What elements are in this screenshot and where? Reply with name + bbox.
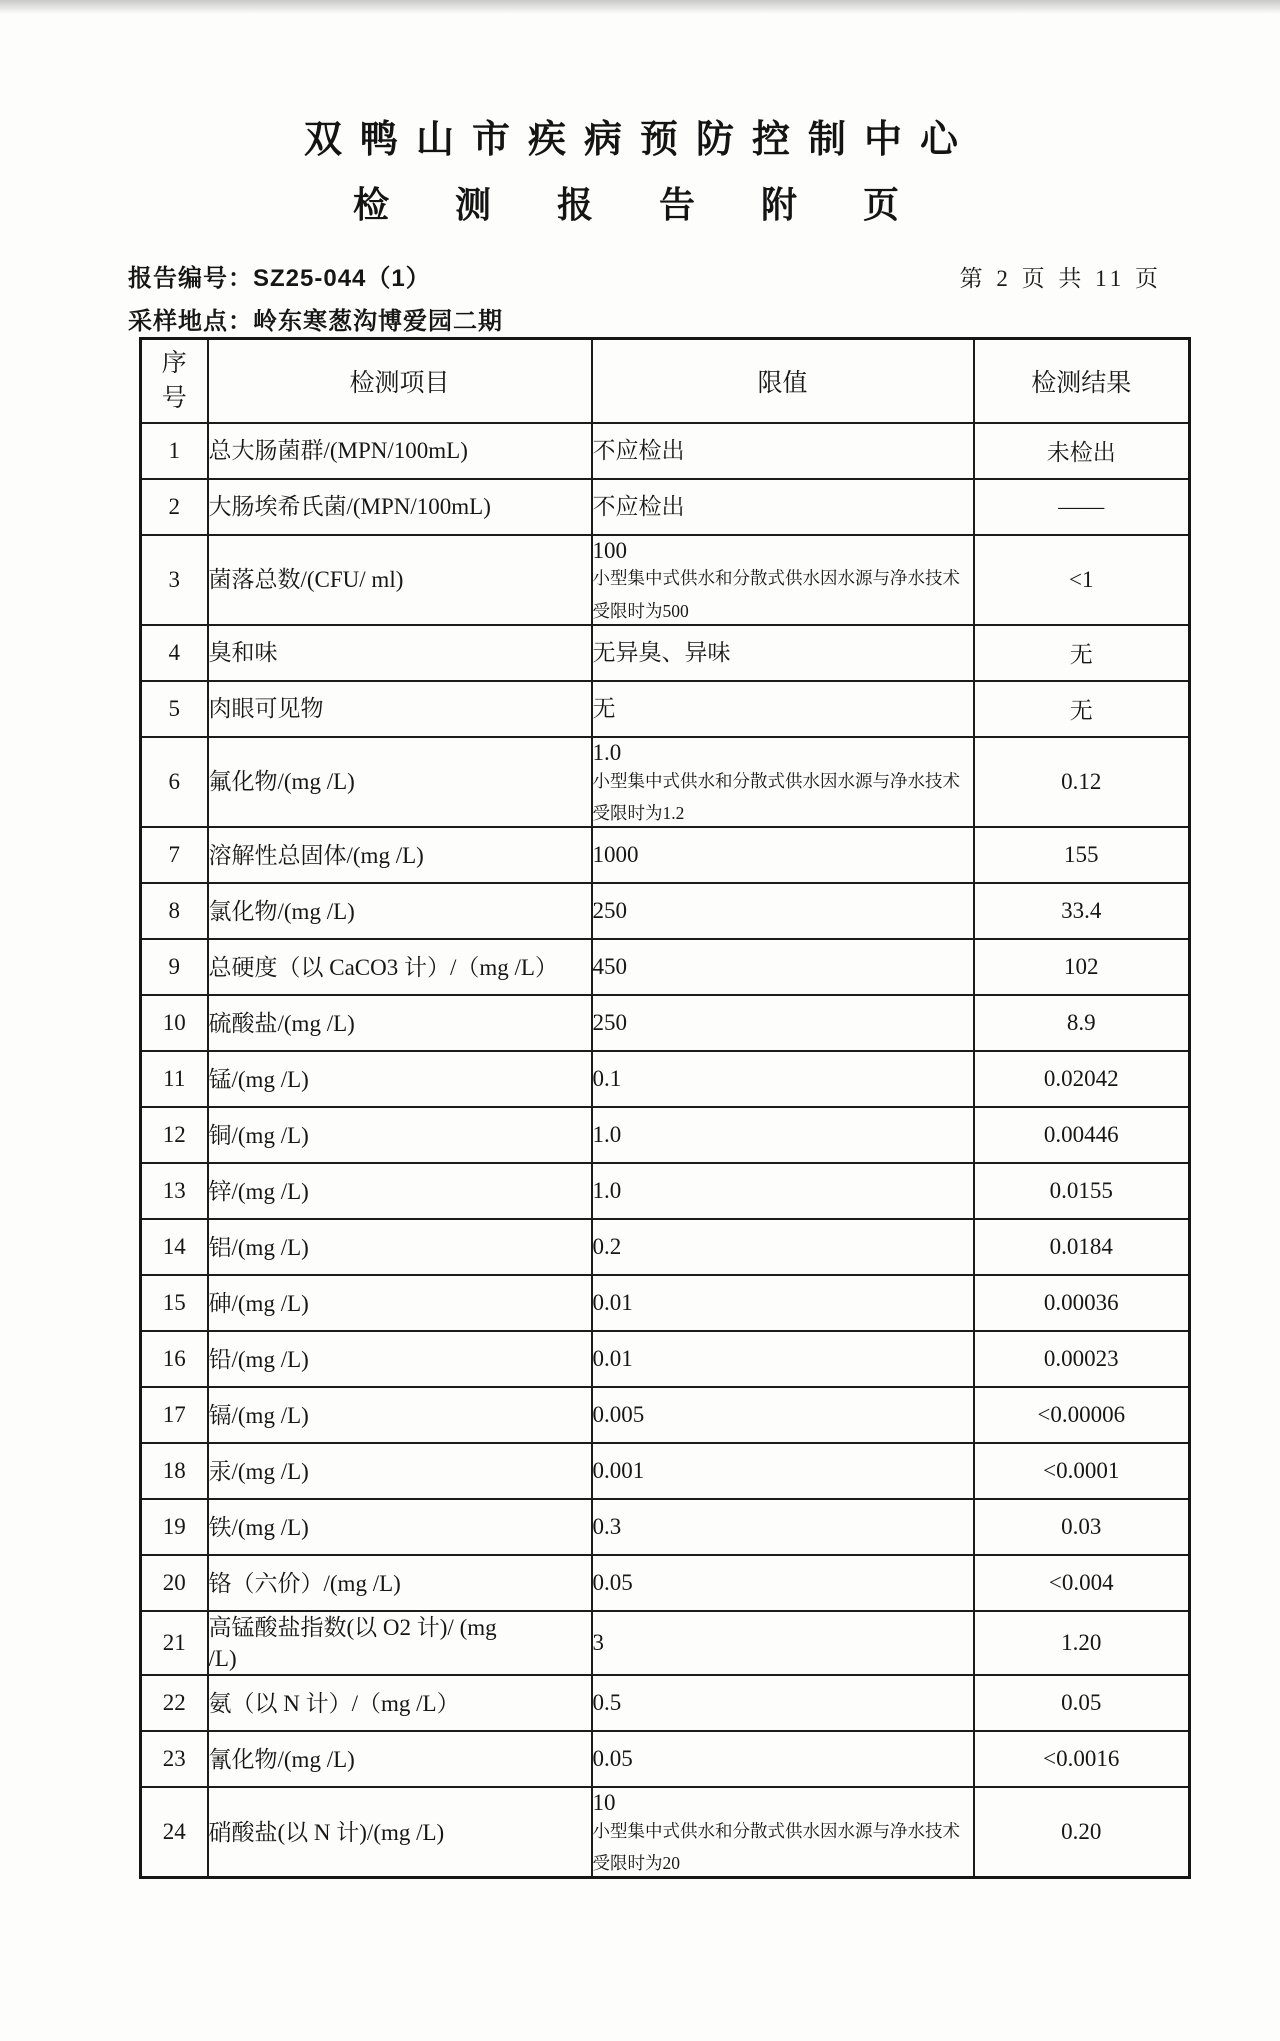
cell-test-item bbox=[208, 1275, 592, 1331]
cell-result bbox=[974, 423, 1190, 479]
result-value: 0.0184 bbox=[1049, 1234, 1113, 1260]
cell-result bbox=[974, 1219, 1190, 1275]
result-value: 0.02042 bbox=[1043, 1066, 1119, 1092]
report-number-line bbox=[128, 258, 431, 293]
cell-limit bbox=[592, 1163, 974, 1219]
cell-test-item bbox=[208, 827, 592, 883]
table-row bbox=[141, 1787, 1190, 1878]
row-number: 9 bbox=[168, 954, 180, 980]
table-row bbox=[141, 625, 1190, 681]
row-number: 18 bbox=[162, 1458, 186, 1484]
result-value: <1 bbox=[1069, 566, 1094, 592]
cell-limit bbox=[592, 995, 974, 1051]
cell-test-item bbox=[208, 625, 592, 681]
limit-value: 3 bbox=[592, 1630, 604, 1656]
test-item-name: 汞/(mg /L) bbox=[208, 1458, 309, 1484]
results-table-header bbox=[141, 339, 1190, 423]
test-item-name-line2: /L) bbox=[208, 1646, 237, 1672]
row-number: 12 bbox=[162, 1122, 186, 1148]
sampling-location-label: 采样地点： bbox=[128, 308, 253, 335]
row-number: 10 bbox=[162, 1010, 186, 1036]
cell-limit bbox=[592, 1555, 974, 1611]
limit-value: 无异臭、异味 bbox=[592, 639, 731, 665]
limit-note-line2: 受限时为500 bbox=[592, 600, 689, 621]
cell-row-number bbox=[141, 995, 208, 1051]
cell-limit bbox=[592, 423, 974, 479]
cell-row-number bbox=[141, 1387, 208, 1443]
cell-test-item bbox=[208, 1219, 592, 1275]
column-header-item: 检测项目 bbox=[208, 339, 592, 423]
table-row bbox=[141, 737, 1190, 827]
cell-row-number bbox=[141, 883, 208, 939]
cell-row-number bbox=[141, 1499, 208, 1555]
limit-value: 1.0 bbox=[592, 1178, 622, 1204]
row-number: 16 bbox=[162, 1346, 186, 1372]
cell-result bbox=[974, 681, 1190, 737]
cell-limit bbox=[592, 1219, 974, 1275]
cell-row-number bbox=[141, 1219, 208, 1275]
scan-artifact-top-edge bbox=[0, 0, 1280, 14]
cell-row-number bbox=[141, 939, 208, 995]
row-number: 17 bbox=[162, 1402, 186, 1428]
row-number: 23 bbox=[162, 1746, 186, 1772]
cell-limit bbox=[592, 737, 974, 827]
cell-test-item bbox=[208, 681, 592, 737]
table-row bbox=[141, 883, 1190, 939]
cell-result bbox=[974, 625, 1190, 681]
row-number: 2 bbox=[168, 493, 180, 519]
row-number: 13 bbox=[162, 1178, 186, 1204]
limit-value: 0.2 bbox=[592, 1234, 622, 1260]
limit-value: 100 bbox=[592, 537, 627, 563]
cell-limit bbox=[592, 1107, 974, 1163]
cell-result bbox=[974, 1675, 1190, 1731]
limit-value: 不应检出 bbox=[592, 493, 685, 519]
cell-result bbox=[974, 1387, 1190, 1443]
limit-value: 无 bbox=[592, 695, 616, 721]
row-number: 4 bbox=[168, 639, 180, 665]
cell-row-number bbox=[141, 827, 208, 883]
cell-limit bbox=[592, 1275, 974, 1331]
result-value: 0.20 bbox=[1061, 1819, 1102, 1845]
cell-test-item bbox=[208, 1387, 592, 1443]
test-item-name: 铁/(mg /L) bbox=[208, 1514, 309, 1540]
table-row bbox=[141, 1555, 1190, 1611]
cell-limit bbox=[592, 1611, 974, 1675]
cell-result bbox=[974, 995, 1190, 1051]
cell-row-number bbox=[141, 1787, 208, 1878]
results-table bbox=[139, 337, 1191, 1879]
cell-row-number bbox=[141, 1163, 208, 1219]
cell-test-item bbox=[208, 1499, 592, 1555]
cell-result bbox=[974, 1443, 1190, 1499]
table-row bbox=[141, 995, 1190, 1051]
test-item-name: 总大肠菌群/(MPN/100mL) bbox=[208, 437, 468, 463]
cell-limit bbox=[592, 625, 974, 681]
cell-result bbox=[974, 1555, 1190, 1611]
limit-value: 0.05 bbox=[592, 1570, 633, 1596]
test-item-name: 铅/(mg /L) bbox=[208, 1346, 309, 1372]
row-number: 1 bbox=[168, 437, 180, 463]
cell-limit bbox=[592, 1731, 974, 1787]
cell-result bbox=[974, 1787, 1190, 1878]
cell-result bbox=[974, 1275, 1190, 1331]
test-item-name: 锌/(mg /L) bbox=[208, 1178, 309, 1204]
row-number: 21 bbox=[162, 1630, 186, 1656]
cell-row-number bbox=[141, 535, 208, 625]
table-row bbox=[141, 827, 1190, 883]
table-row bbox=[141, 681, 1190, 737]
org-title: 双鸭山市疾病预防控制中心 bbox=[303, 119, 976, 161]
row-number: 20 bbox=[162, 1570, 186, 1596]
result-value: 0.00446 bbox=[1043, 1122, 1119, 1148]
test-item-name: 高锰酸盐指数(以 O2 计)/ (mg bbox=[208, 1615, 497, 1641]
cell-limit bbox=[592, 883, 974, 939]
result-value: —— bbox=[1058, 493, 1105, 519]
test-item-name: 总硬度（以 CaCO3 计）/（mg /L） bbox=[208, 954, 558, 980]
limit-value: 0.3 bbox=[592, 1514, 622, 1540]
column-header-result: 检测结果 bbox=[974, 339, 1190, 423]
cell-test-item bbox=[208, 1443, 592, 1499]
cell-test-item bbox=[208, 1555, 592, 1611]
cell-test-item bbox=[208, 883, 592, 939]
cell-test-item bbox=[208, 1107, 592, 1163]
cell-row-number bbox=[141, 479, 208, 535]
limit-value: 250 bbox=[592, 1010, 627, 1036]
cell-row-number bbox=[141, 423, 208, 479]
limit-value: 0.01 bbox=[592, 1290, 633, 1316]
cell-limit bbox=[592, 1443, 974, 1499]
cell-test-item bbox=[208, 1731, 592, 1787]
cell-test-item bbox=[208, 479, 592, 535]
table-row bbox=[141, 479, 1190, 535]
report-meta bbox=[128, 258, 1162, 336]
result-value: 无 bbox=[1069, 642, 1093, 668]
test-item-name: 锰/(mg /L) bbox=[208, 1066, 309, 1092]
row-number: 7 bbox=[168, 842, 180, 868]
table-row bbox=[141, 423, 1190, 479]
table-row bbox=[141, 1107, 1190, 1163]
cell-result bbox=[974, 737, 1190, 827]
limit-note-line1: 小型集中式供水和分散式供水因水源与净水技术 bbox=[592, 568, 960, 589]
cell-test-item bbox=[208, 1611, 592, 1675]
limit-value: 10 bbox=[592, 1790, 616, 1816]
limit-note-line1: 小型集中式供水和分散式供水因水源与净水技术 bbox=[592, 770, 960, 791]
table-row bbox=[141, 1163, 1190, 1219]
cell-test-item bbox=[208, 939, 592, 995]
row-number: 22 bbox=[162, 1690, 186, 1716]
test-item-name: 铝/(mg /L) bbox=[208, 1234, 309, 1260]
cell-limit bbox=[592, 681, 974, 737]
cell-limit bbox=[592, 1675, 974, 1731]
result-value: <0.0016 bbox=[1043, 1746, 1120, 1772]
test-item-name: 硝酸盐(以 N 计)/(mg /L) bbox=[208, 1819, 445, 1845]
test-item-name: 氨（以 N 计）/（mg /L） bbox=[208, 1690, 460, 1716]
test-item-name: 砷/(mg /L) bbox=[208, 1290, 309, 1316]
table-row bbox=[141, 1499, 1190, 1555]
table-row bbox=[141, 535, 1190, 625]
cell-result bbox=[974, 1611, 1190, 1675]
limit-value: 1.0 bbox=[592, 1122, 622, 1148]
test-item-name: 铜/(mg /L) bbox=[208, 1122, 309, 1148]
test-item-name: 菌落总数/(CFU/ ml) bbox=[208, 567, 404, 593]
document-header bbox=[0, 108, 1280, 228]
cell-result bbox=[974, 1163, 1190, 1219]
table-row bbox=[141, 1611, 1190, 1675]
cell-row-number bbox=[141, 681, 208, 737]
test-item-name: 氰化物/(mg /L) bbox=[208, 1746, 355, 1772]
limit-value: 250 bbox=[592, 898, 627, 924]
report-number-label: 报告编号： bbox=[128, 265, 253, 292]
limit-value: 0.005 bbox=[592, 1402, 645, 1428]
result-value: 1.20 bbox=[1061, 1630, 1102, 1656]
result-value: 8.9 bbox=[1066, 1010, 1096, 1036]
cell-limit bbox=[592, 535, 974, 625]
column-header-no: 序号 bbox=[141, 339, 208, 423]
cell-row-number bbox=[141, 1051, 208, 1107]
sampling-location-line bbox=[128, 301, 1162, 336]
sampling-location-value: 岭东寒葱沟博爱园二期 bbox=[253, 308, 503, 335]
cell-test-item bbox=[208, 423, 592, 479]
header-row bbox=[141, 339, 1190, 423]
result-value: <0.00006 bbox=[1037, 1402, 1126, 1428]
result-value: 0.12 bbox=[1061, 768, 1102, 794]
limit-value: 1000 bbox=[592, 842, 639, 868]
row-number: 6 bbox=[168, 768, 180, 794]
result-value: 0.03 bbox=[1061, 1514, 1102, 1540]
test-item-name: 大肠埃希氏菌/(MPN/100mL) bbox=[208, 493, 491, 519]
test-item-name: 硫酸盐/(mg /L) bbox=[208, 1010, 355, 1036]
limit-value: 0.1 bbox=[592, 1066, 622, 1092]
row-number: 5 bbox=[168, 695, 180, 721]
result-value: 0.00023 bbox=[1043, 1346, 1119, 1372]
row-number: 14 bbox=[162, 1234, 186, 1260]
cell-test-item bbox=[208, 1331, 592, 1387]
table-row bbox=[141, 1051, 1190, 1107]
limit-value: 不应检出 bbox=[592, 437, 685, 463]
cell-result bbox=[974, 1499, 1190, 1555]
limit-value: 0.05 bbox=[592, 1746, 633, 1772]
cell-result bbox=[974, 1731, 1190, 1787]
limit-note-line1: 小型集中式供水和分散式供水因水源与净水技术 bbox=[592, 1821, 960, 1842]
cell-result bbox=[974, 1107, 1190, 1163]
cell-result bbox=[974, 535, 1190, 625]
column-header-limit: 限值 bbox=[592, 339, 974, 423]
cell-row-number bbox=[141, 1331, 208, 1387]
row-number: 24 bbox=[162, 1819, 186, 1845]
cell-test-item bbox=[208, 1675, 592, 1731]
row-number: 3 bbox=[168, 566, 180, 592]
cell-row-number bbox=[141, 1675, 208, 1731]
test-item-name: 氟化物/(mg /L) bbox=[208, 769, 355, 795]
result-value: <0.0001 bbox=[1043, 1458, 1120, 1484]
report-number-value: SZ25-044（1） bbox=[253, 265, 431, 292]
cell-row-number bbox=[141, 1275, 208, 1331]
cell-test-item bbox=[208, 995, 592, 1051]
limit-note-line2: 受限时为20 bbox=[592, 1853, 680, 1874]
test-item-name: 镉/(mg /L) bbox=[208, 1402, 309, 1428]
test-item-name: 氯化物/(mg /L) bbox=[208, 898, 355, 924]
document-title: 检 测 报 告 附 页 bbox=[352, 184, 927, 225]
test-item-name: 溶解性总固体/(mg /L) bbox=[208, 842, 424, 868]
cell-limit bbox=[592, 1387, 974, 1443]
cell-limit bbox=[592, 1787, 974, 1878]
cell-limit bbox=[592, 1499, 974, 1555]
result-value: 未检出 bbox=[1046, 440, 1116, 465]
table-row bbox=[141, 1675, 1190, 1731]
limit-value: 0.001 bbox=[592, 1458, 645, 1484]
cell-row-number bbox=[141, 1555, 208, 1611]
cell-row-number bbox=[141, 1611, 208, 1675]
cell-row-number bbox=[141, 1107, 208, 1163]
cell-limit bbox=[592, 1331, 974, 1387]
test-item-name: 臭和味 bbox=[208, 640, 278, 666]
cell-result bbox=[974, 883, 1190, 939]
cell-row-number bbox=[141, 1443, 208, 1499]
cell-row-number bbox=[141, 1731, 208, 1787]
cell-result bbox=[974, 939, 1190, 995]
result-value: 155 bbox=[1064, 842, 1099, 868]
result-value: 102 bbox=[1064, 954, 1099, 980]
result-value: 33.4 bbox=[1061, 898, 1102, 924]
cell-row-number bbox=[141, 737, 208, 827]
cell-test-item bbox=[208, 737, 592, 827]
cell-row-number bbox=[141, 625, 208, 681]
test-item-name: 铬（六价）/(mg /L) bbox=[208, 1570, 401, 1596]
result-value: 0.0155 bbox=[1049, 1178, 1113, 1204]
page-number: 第 2 页 共 11 页 bbox=[959, 266, 1162, 291]
cell-test-item bbox=[208, 1163, 592, 1219]
result-value: 0.05 bbox=[1061, 1690, 1102, 1716]
table-row bbox=[141, 1443, 1190, 1499]
cell-result bbox=[974, 1051, 1190, 1107]
table-row bbox=[141, 1331, 1190, 1387]
limit-note-line2: 受限时为1.2 bbox=[592, 802, 685, 823]
cell-limit bbox=[592, 827, 974, 883]
cell-limit bbox=[592, 479, 974, 535]
result-value: 无 bbox=[1069, 698, 1093, 724]
cell-test-item bbox=[208, 1787, 592, 1878]
cell-test-item bbox=[208, 535, 592, 625]
cell-limit bbox=[592, 939, 974, 995]
table-row bbox=[141, 939, 1190, 995]
test-item-name: 肉眼可见物 bbox=[208, 696, 324, 722]
limit-value: 0.01 bbox=[592, 1346, 633, 1372]
row-number: 8 bbox=[168, 898, 180, 924]
table-row bbox=[141, 1387, 1190, 1443]
row-number: 19 bbox=[162, 1514, 186, 1540]
result-value: 0.00036 bbox=[1043, 1290, 1119, 1316]
cell-limit bbox=[592, 1051, 974, 1107]
result-value: <0.004 bbox=[1048, 1570, 1114, 1596]
limit-value: 1.0 bbox=[592, 739, 622, 765]
cell-result bbox=[974, 827, 1190, 883]
limit-value: 450 bbox=[592, 954, 627, 980]
limit-value: 0.5 bbox=[592, 1690, 622, 1716]
cell-test-item bbox=[208, 1051, 592, 1107]
results-table-body bbox=[141, 423, 1190, 1878]
row-number: 11 bbox=[163, 1066, 186, 1092]
table-row bbox=[141, 1275, 1190, 1331]
cell-result bbox=[974, 1331, 1190, 1387]
cell-result bbox=[974, 479, 1190, 535]
table-row bbox=[141, 1219, 1190, 1275]
table-row bbox=[141, 1731, 1190, 1787]
row-number: 15 bbox=[162, 1290, 186, 1316]
